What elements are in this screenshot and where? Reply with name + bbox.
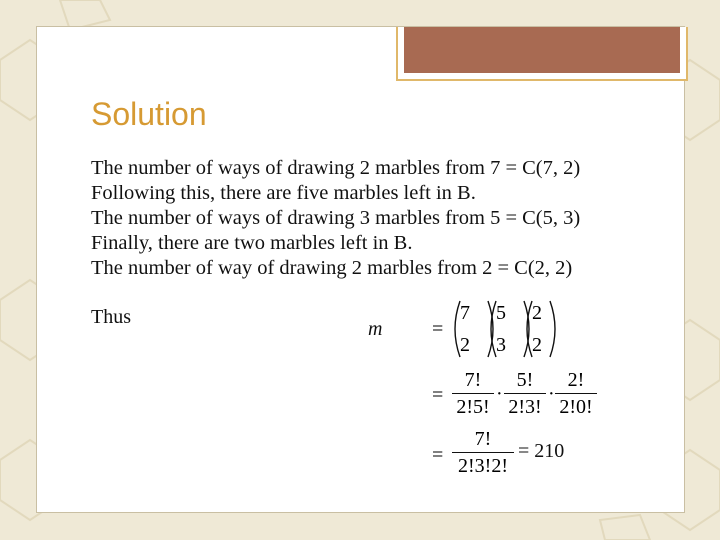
fraction-denominator: 2!3!2!	[458, 455, 508, 477]
binomial-bottom: 2	[460, 334, 470, 356]
header-tab	[396, 27, 688, 81]
body-text	[91, 156, 651, 281]
body-line: The number of ways of drawing 3 marbles from 5 = C(5, 3)	[91, 207, 581, 229]
equals-sign: =	[432, 444, 444, 466]
fraction-numerator: 7!	[464, 369, 482, 391]
fraction	[452, 428, 514, 477]
multiply-dot: ·	[548, 383, 555, 405]
fraction-numerator: 5!	[516, 369, 534, 391]
equals-sign: =	[432, 384, 444, 406]
fraction-denominator: 2!3!	[508, 396, 542, 418]
body-line: Following this, there are five marbles left in B.	[91, 182, 476, 204]
binomial-top: 5	[496, 302, 506, 324]
fraction-denominator: 2!0!	[559, 396, 593, 418]
binomial-top: 2	[532, 302, 542, 324]
fraction	[555, 369, 597, 418]
body-line: Finally, there are two marbles left in B.	[91, 232, 413, 254]
thus-label: Thus	[91, 306, 131, 328]
equals-sign: =	[432, 318, 444, 340]
body-line: The number of ways of drawing 2 marbles from 7 = C(7, 2)	[91, 157, 581, 179]
fraction-bar	[452, 452, 514, 453]
multiply-dot: ·	[496, 383, 503, 405]
binomial-bottom: 3	[496, 334, 506, 356]
fraction	[452, 369, 494, 418]
fraction	[504, 369, 546, 418]
fraction-denominator: 2!5!	[456, 396, 490, 418]
binomial-top: 7	[460, 302, 470, 324]
header-tab-fill	[404, 27, 680, 73]
body-line: The number of way of drawing 2 marbles from 2 = C(2, 2)	[91, 257, 573, 279]
variable-m: m	[368, 318, 383, 340]
slide-title: Solution	[91, 96, 207, 132]
fraction-numerator: 7!	[474, 428, 492, 450]
result-value: = 210	[518, 440, 565, 462]
binomial-bottom: 2	[532, 334, 542, 356]
fraction-bar	[555, 393, 597, 394]
fraction-bar	[504, 393, 546, 394]
fraction-numerator: 2!	[567, 369, 585, 391]
fraction-bar	[452, 393, 494, 394]
